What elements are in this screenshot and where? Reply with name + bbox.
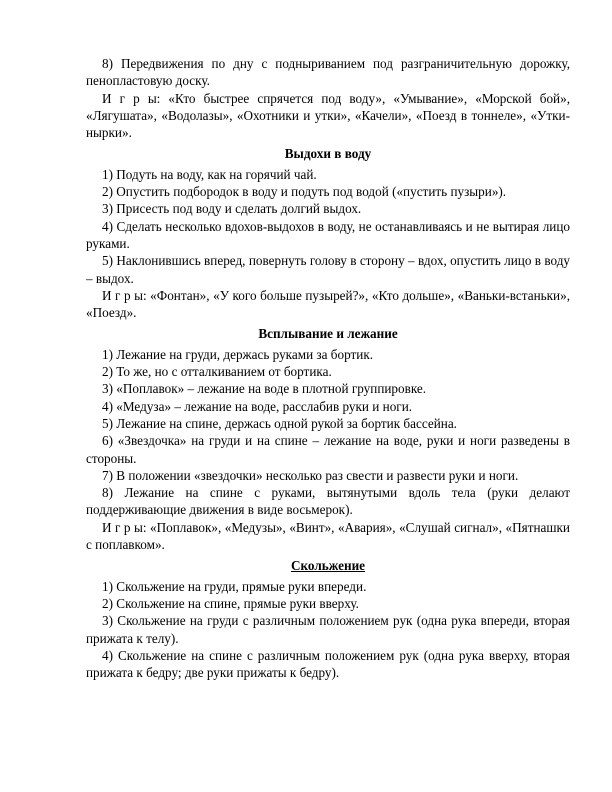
paragraph-games-2: И г р ы: «Фонтан», «У кого больше пузырей?», «Кто дольше», «Ваньки-встаньки», «Поезд». <box>86 287 570 321</box>
paragraph-exhale-4: 4) Сделать несколько вдохов-выдохов в воду, не останавливаясь и не вытирая лицо руками. <box>86 218 570 251</box>
paragraph-float-5: 5) Лежание на спине, держась одной рукой за бортик бассейна. <box>102 415 457 431</box>
paragraph-exhale-1: 1) Подуть на воду, как на горячий чай. <box>102 166 317 182</box>
document-body <box>86 55 570 681</box>
paragraph-float-3: 3) «Поплавок» – лежание на воде в плотной группировке. <box>102 381 427 397</box>
paragraph-glide-3: 3) Скольжение на груди с различным положением рук (одна рука впереди, вторая прижата к телу). <box>86 613 570 646</box>
paragraph-games-1: И г р ы: «Кто быстрее спрячется под воду», «Умывание», «Морской бой», «Лягушата», «Водолазы», «Охотники и утки», «Качели», «Поезд в тоннеле», «Утки-нырки». <box>86 90 570 141</box>
paragraph-glide-2: 2) Скольжение на спине, прямые руки вверху. <box>102 595 359 611</box>
paragraph-float-6: 6) «Звездочка» на груди и на спине – лежание на воде, руки и ноги разведены в стороны. <box>86 433 570 466</box>
paragraph-float-4: 4) «Медуза» – лежание на воде, расслабив руки и ноги. <box>102 398 413 414</box>
paragraph-glide-4: 4) Скольжение на спине с различным положением рук (одна рука вверху, вторая прижата к бедру; две руки прижаты к бедру). <box>86 647 570 681</box>
paragraph-item-8-underwater: 8) Передвижения по дну с подныриванием под разграничительную дорожку, пенопластовую доску. <box>86 56 570 89</box>
paragraph-float-1: 1) Лежание на груди, держась руками за бортик. <box>102 346 374 362</box>
heading-gliding: Скольжение <box>290 558 366 574</box>
paragraph-games-3: И г р ы: «Поплавок», «Медузы», «Винт», «Авария», «Слушай сигнал», «Пятнашки с поплавком». <box>86 519 570 553</box>
heading-exhalations: Выдохи в воду <box>284 146 372 162</box>
paragraph-exhale-5: 5) Наклонившись вперед, повернуть голову в сторону – вдох, опустить лицо в воду – выдох. <box>86 253 570 286</box>
paragraph-float-8: 8) Лежание на спине с руками, вытянутыми вдоль тела (руки делают поддерживающие движения в виде восьмерок). <box>86 485 570 518</box>
paragraph-float-2: 2) То же, но с отталкиванием от бортика. <box>102 364 332 380</box>
paragraph-exhale-2: 2) Опустить подбородок в воду и подуть под водой («пустить пузыри»). <box>102 184 507 200</box>
paragraph-glide-1: 1) Скольжение на груди, прямые руки впереди. <box>102 578 367 594</box>
paragraph-float-7: 7) В положении «звездочки» несколько раз свести и развести руки и ноги. <box>102 467 519 483</box>
paragraph-exhale-3: 3) Присесть под воду и сделать долгий выдох. <box>102 201 362 217</box>
heading-floating: Всплывание и лежание <box>258 326 398 342</box>
